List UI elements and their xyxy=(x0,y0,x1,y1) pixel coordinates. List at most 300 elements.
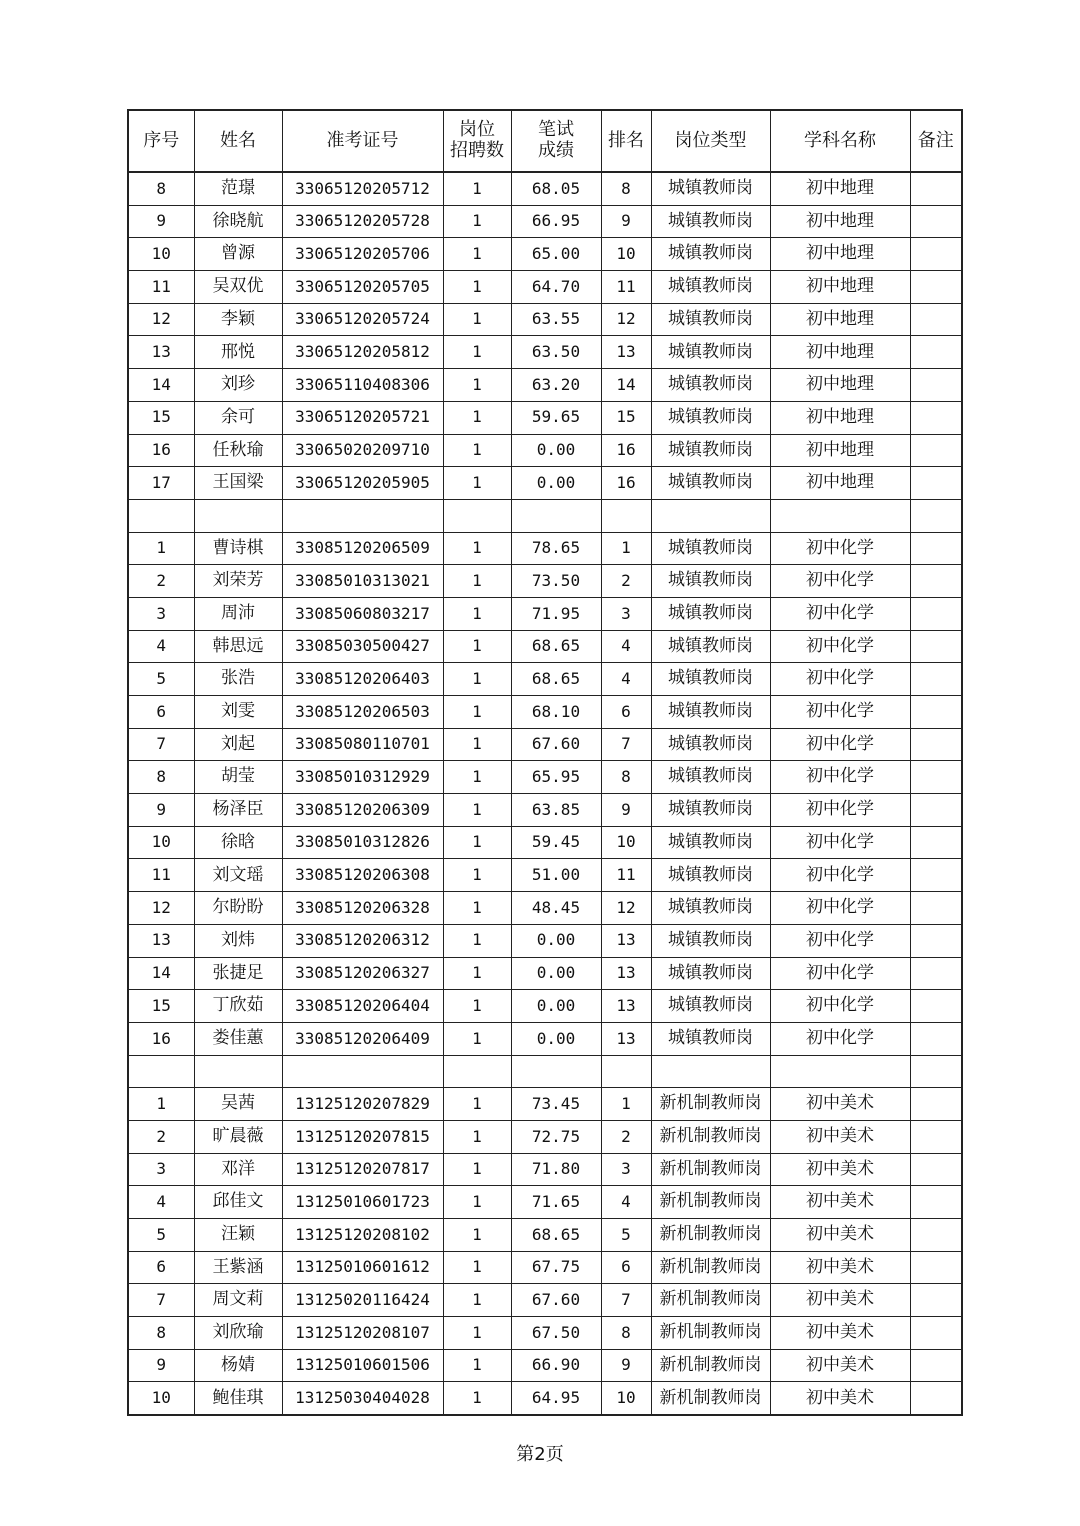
cell-posts: 1 xyxy=(443,630,511,663)
cell-score: 67.60 xyxy=(511,728,601,761)
cell-rank: 9 xyxy=(601,794,651,827)
cell-posts: 1 xyxy=(443,1317,511,1350)
cell-subject: 初中化学 xyxy=(770,728,910,761)
cell-subject: 初中化学 xyxy=(770,1022,910,1055)
cell-type: 城镇教师岗 xyxy=(651,859,770,892)
cell-exam-id: 13125010601506 xyxy=(282,1349,443,1382)
cell-name: 吴双优 xyxy=(194,271,282,304)
cell-posts: 1 xyxy=(443,336,511,369)
cell-exam-id: 33065110408306 xyxy=(282,369,443,402)
cell-seq: 17 xyxy=(128,467,194,500)
cell-rank: 11 xyxy=(601,859,651,892)
cell-rank: 1 xyxy=(601,1088,651,1121)
cell-rank: 8 xyxy=(601,172,651,205)
cell-exam-id: 33065120205728 xyxy=(282,205,443,238)
cell-seq: 11 xyxy=(128,271,194,304)
cell-exam-id: 33085120206309 xyxy=(282,794,443,827)
table-row xyxy=(128,1317,962,1350)
table-row xyxy=(128,303,962,336)
cell-name xyxy=(194,499,282,532)
cell-rank: 2 xyxy=(601,1120,651,1153)
cell-posts: 1 xyxy=(443,990,511,1023)
cell-score: 71.65 xyxy=(511,1186,601,1219)
cell-rank: 3 xyxy=(601,597,651,630)
cell-name: 余可 xyxy=(194,401,282,434)
cell-rank: 9 xyxy=(601,1349,651,1382)
cell-type: 城镇教师岗 xyxy=(651,336,770,369)
cell-subject: 初中化学 xyxy=(770,794,910,827)
cell-seq: 8 xyxy=(128,172,194,205)
cell-seq: 8 xyxy=(128,761,194,794)
cell-type: 城镇教师岗 xyxy=(651,663,770,696)
cell-type: 城镇教师岗 xyxy=(651,794,770,827)
header-exam-id: 准考证号 xyxy=(282,110,443,172)
cell-rank: 9 xyxy=(601,205,651,238)
cell-seq: 12 xyxy=(128,303,194,336)
cell-type: 城镇教师岗 xyxy=(651,303,770,336)
cell-subject: 初中地理 xyxy=(770,369,910,402)
cell-type: 新机制教师岗 xyxy=(651,1120,770,1153)
cell-score xyxy=(511,1055,601,1088)
cell-name: 邱佳文 xyxy=(194,1186,282,1219)
cell-note xyxy=(910,1186,962,1219)
cell-name: 李颖 xyxy=(194,303,282,336)
cell-rank: 16 xyxy=(601,434,651,467)
table-row xyxy=(128,565,962,598)
cell-subject: 初中美术 xyxy=(770,1153,910,1186)
cell-name: 范璟 xyxy=(194,172,282,205)
cell-posts: 1 xyxy=(443,1284,511,1317)
cell-note xyxy=(910,499,962,532)
cell-subject: 初中化学 xyxy=(770,892,910,925)
cell-note xyxy=(910,892,962,925)
cell-rank: 3 xyxy=(601,1153,651,1186)
table-row xyxy=(128,172,962,205)
cell-exam-id: 33085120206404 xyxy=(282,990,443,1023)
cell-subject xyxy=(770,1055,910,1088)
cell-type: 城镇教师岗 xyxy=(651,990,770,1023)
cell-type: 新机制教师岗 xyxy=(651,1251,770,1284)
cell-score: 65.95 xyxy=(511,761,601,794)
cell-posts: 1 xyxy=(443,1186,511,1219)
score-table xyxy=(127,109,963,1416)
cell-name: 娄佳蕙 xyxy=(194,1022,282,1055)
cell-seq: 1 xyxy=(128,532,194,565)
cell-posts: 1 xyxy=(443,761,511,794)
cell-rank: 8 xyxy=(601,761,651,794)
cell-score xyxy=(511,499,601,532)
cell-subject: 初中地理 xyxy=(770,205,910,238)
table-row xyxy=(128,630,962,663)
cell-name: 张捷足 xyxy=(194,957,282,990)
cell-rank: 16 xyxy=(601,467,651,500)
cell-rank: 4 xyxy=(601,630,651,663)
cell-subject: 初中地理 xyxy=(770,434,910,467)
cell-seq: 16 xyxy=(128,434,194,467)
cell-exam-id: 33085120206327 xyxy=(282,957,443,990)
cell-name: 邢悦 xyxy=(194,336,282,369)
cell-posts: 1 xyxy=(443,1251,511,1284)
cell-score: 63.85 xyxy=(511,794,601,827)
table-row xyxy=(128,434,962,467)
cell-seq: 4 xyxy=(128,1186,194,1219)
cell-name: 徐晗 xyxy=(194,826,282,859)
cell-posts: 1 xyxy=(443,532,511,565)
header-seq: 序号 xyxy=(128,110,194,172)
cell-posts: 1 xyxy=(443,696,511,729)
cell-note xyxy=(910,924,962,957)
cell-subject: 初中化学 xyxy=(770,532,910,565)
cell-name: 徐晓航 xyxy=(194,205,282,238)
cell-subject: 初中化学 xyxy=(770,990,910,1023)
cell-seq: 7 xyxy=(128,728,194,761)
cell-note xyxy=(910,1120,962,1153)
table-row xyxy=(128,1284,962,1317)
table-row xyxy=(128,205,962,238)
table-row xyxy=(128,924,962,957)
cell-exam-id: 33085120206328 xyxy=(282,892,443,925)
cell-posts: 1 xyxy=(443,1219,511,1252)
cell-posts: 1 xyxy=(443,957,511,990)
cell-score: 68.65 xyxy=(511,1219,601,1252)
cell-rank: 10 xyxy=(601,1382,651,1415)
header-score xyxy=(511,110,601,172)
cell-note xyxy=(910,826,962,859)
cell-exam-id: 33065120205705 xyxy=(282,271,443,304)
cell-exam-id: 33085120206509 xyxy=(282,532,443,565)
cell-seq: 14 xyxy=(128,369,194,402)
cell-note xyxy=(910,1022,962,1055)
table-row xyxy=(128,336,962,369)
table-row xyxy=(128,1219,962,1252)
cell-exam-id: 33085010312929 xyxy=(282,761,443,794)
cell-rank: 7 xyxy=(601,1284,651,1317)
cell-name: 周沛 xyxy=(194,597,282,630)
cell-seq: 12 xyxy=(128,892,194,925)
cell-posts: 1 xyxy=(443,1153,511,1186)
cell-subject: 初中化学 xyxy=(770,826,910,859)
cell-score: 68.65 xyxy=(511,663,601,696)
cell-note xyxy=(910,957,962,990)
table-row xyxy=(128,369,962,402)
cell-rank: 10 xyxy=(601,238,651,271)
header-posts xyxy=(443,110,511,172)
cell-exam-id: 33085010313021 xyxy=(282,565,443,598)
cell-seq: 2 xyxy=(128,565,194,598)
cell-rank: 10 xyxy=(601,826,651,859)
cell-seq: 14 xyxy=(128,957,194,990)
cell-subject: 初中地理 xyxy=(770,467,910,500)
table-row xyxy=(128,1153,962,1186)
cell-posts: 1 xyxy=(443,1382,511,1415)
cell-exam-id: 13125120208107 xyxy=(282,1317,443,1350)
cell-subject: 初中化学 xyxy=(770,924,910,957)
cell-seq: 5 xyxy=(128,663,194,696)
cell-seq: 10 xyxy=(128,826,194,859)
cell-name: 汪颖 xyxy=(194,1219,282,1252)
cell-subject: 初中美术 xyxy=(770,1284,910,1317)
cell-subject: 初中美术 xyxy=(770,1088,910,1121)
cell-rank: 12 xyxy=(601,892,651,925)
cell-rank: 7 xyxy=(601,728,651,761)
cell-type: 新机制教师岗 xyxy=(651,1219,770,1252)
table-row xyxy=(128,1382,962,1415)
cell-subject: 初中地理 xyxy=(770,303,910,336)
cell-note xyxy=(910,336,962,369)
cell-score: 64.95 xyxy=(511,1382,601,1415)
cell-posts: 1 xyxy=(443,303,511,336)
cell-posts: 1 xyxy=(443,238,511,271)
cell-exam-id: 13125010601723 xyxy=(282,1186,443,1219)
cell-posts: 1 xyxy=(443,369,511,402)
cell-note xyxy=(910,597,962,630)
cell-type: 城镇教师岗 xyxy=(651,630,770,663)
cell-subject: 初中美术 xyxy=(770,1186,910,1219)
cell-subject: 初中化学 xyxy=(770,696,910,729)
cell-score: 63.50 xyxy=(511,336,601,369)
table-row xyxy=(128,1055,962,1088)
cell-score: 59.65 xyxy=(511,401,601,434)
cell-type: 城镇教师岗 xyxy=(651,565,770,598)
cell-exam-id xyxy=(282,1055,443,1088)
cell-type xyxy=(651,1055,770,1088)
cell-score: 73.45 xyxy=(511,1088,601,1121)
cell-score: 63.20 xyxy=(511,369,601,402)
cell-note xyxy=(910,303,962,336)
cell-posts: 1 xyxy=(443,794,511,827)
cell-score: 66.90 xyxy=(511,1349,601,1382)
table-row xyxy=(128,859,962,892)
table-row xyxy=(128,696,962,729)
cell-subject: 初中美术 xyxy=(770,1317,910,1350)
cell-note xyxy=(910,1055,962,1088)
cell-seq: 6 xyxy=(128,696,194,729)
cell-exam-id: 33085030500427 xyxy=(282,630,443,663)
cell-note xyxy=(910,1153,962,1186)
header-rank: 排名 xyxy=(601,110,651,172)
table-row xyxy=(128,499,962,532)
cell-score: 71.80 xyxy=(511,1153,601,1186)
cell-name: 曹诗棋 xyxy=(194,532,282,565)
cell-note xyxy=(910,761,962,794)
header-name: 姓名 xyxy=(194,110,282,172)
header-posts-line2: 招聘数 xyxy=(450,140,504,161)
cell-posts: 1 xyxy=(443,597,511,630)
cell-seq: 10 xyxy=(128,238,194,271)
cell-exam-id: 13125120208102 xyxy=(282,1219,443,1252)
cell-type: 城镇教师岗 xyxy=(651,467,770,500)
cell-seq: 3 xyxy=(128,597,194,630)
cell-note xyxy=(910,205,962,238)
cell-type: 城镇教师岗 xyxy=(651,434,770,467)
cell-name: 任秋瑜 xyxy=(194,434,282,467)
cell-rank: 12 xyxy=(601,303,651,336)
cell-exam-id: 33065120205905 xyxy=(282,467,443,500)
cell-posts: 1 xyxy=(443,467,511,500)
table-row xyxy=(128,892,962,925)
cell-exam-id: 13125120207815 xyxy=(282,1120,443,1153)
table-row xyxy=(128,728,962,761)
cell-subject: 初中美术 xyxy=(770,1251,910,1284)
cell-note xyxy=(910,369,962,402)
cell-type: 城镇教师岗 xyxy=(651,728,770,761)
cell-name: 刘荣芳 xyxy=(194,565,282,598)
cell-posts: 1 xyxy=(443,1022,511,1055)
cell-exam-id: 33065120205812 xyxy=(282,336,443,369)
cell-seq: 3 xyxy=(128,1153,194,1186)
cell-score: 78.65 xyxy=(511,532,601,565)
cell-exam-id: 13125010601612 xyxy=(282,1251,443,1284)
cell-type: 新机制教师岗 xyxy=(651,1153,770,1186)
cell-score: 65.00 xyxy=(511,238,601,271)
cell-name: 曾源 xyxy=(194,238,282,271)
cell-posts: 1 xyxy=(443,205,511,238)
cell-rank: 6 xyxy=(601,696,651,729)
cell-subject: 初中地理 xyxy=(770,238,910,271)
cell-seq: 6 xyxy=(128,1251,194,1284)
cell-type: 城镇教师岗 xyxy=(651,696,770,729)
header-score-line1: 笔试 xyxy=(538,119,574,141)
cell-posts: 1 xyxy=(443,892,511,925)
cell-note xyxy=(910,1284,962,1317)
cell-name: 周文莉 xyxy=(194,1284,282,1317)
cell-subject: 初中地理 xyxy=(770,172,910,205)
cell-posts: 1 xyxy=(443,434,511,467)
cell-rank: 1 xyxy=(601,532,651,565)
cell-type: 城镇教师岗 xyxy=(651,892,770,925)
cell-seq: 16 xyxy=(128,1022,194,1055)
cell-subject: 初中化学 xyxy=(770,957,910,990)
cell-note xyxy=(910,1251,962,1284)
header-posts-line1: 岗位 xyxy=(459,119,495,141)
cell-exam-id: 33085120206503 xyxy=(282,696,443,729)
cell-score: 67.75 xyxy=(511,1251,601,1284)
cell-type: 新机制教师岗 xyxy=(651,1349,770,1382)
cell-exam-id: 33065120205706 xyxy=(282,238,443,271)
cell-note xyxy=(910,1349,962,1382)
cell-score: 72.75 xyxy=(511,1120,601,1153)
cell-seq: 8 xyxy=(128,1317,194,1350)
cell-seq xyxy=(128,499,194,532)
cell-exam-id: 33085120206308 xyxy=(282,859,443,892)
cell-score: 51.00 xyxy=(511,859,601,892)
cell-exam-id: 33065120205712 xyxy=(282,172,443,205)
table-row xyxy=(128,532,962,565)
cell-name: 杨婧 xyxy=(194,1349,282,1382)
cell-seq xyxy=(128,1055,194,1088)
cell-seq: 9 xyxy=(128,205,194,238)
cell-note xyxy=(910,1317,962,1350)
cell-seq: 13 xyxy=(128,336,194,369)
cell-subject: 初中化学 xyxy=(770,663,910,696)
table-row xyxy=(128,663,962,696)
cell-note xyxy=(910,172,962,205)
cell-note xyxy=(910,630,962,663)
cell-posts xyxy=(443,499,511,532)
cell-rank xyxy=(601,499,651,532)
cell-score: 66.95 xyxy=(511,205,601,238)
cell-seq: 5 xyxy=(128,1219,194,1252)
cell-note xyxy=(910,1088,962,1121)
cell-score: 0.00 xyxy=(511,434,601,467)
cell-name: 韩思远 xyxy=(194,630,282,663)
cell-score: 48.45 xyxy=(511,892,601,925)
cell-rank: 5 xyxy=(601,1219,651,1252)
cell-type: 城镇教师岗 xyxy=(651,924,770,957)
table-body xyxy=(128,172,962,1415)
cell-type: 城镇教师岗 xyxy=(651,532,770,565)
cell-subject: 初中美术 xyxy=(770,1382,910,1415)
cell-subject: 初中化学 xyxy=(770,761,910,794)
cell-score: 63.55 xyxy=(511,303,601,336)
cell-note xyxy=(910,271,962,304)
cell-subject: 初中美术 xyxy=(770,1219,910,1252)
cell-posts: 1 xyxy=(443,565,511,598)
cell-seq: 15 xyxy=(128,401,194,434)
cell-type: 新机制教师岗 xyxy=(651,1088,770,1121)
cell-exam-id: 33085010312826 xyxy=(282,826,443,859)
cell-posts: 1 xyxy=(443,271,511,304)
table-row xyxy=(128,826,962,859)
header-note: 备注 xyxy=(910,110,962,172)
cell-note xyxy=(910,696,962,729)
cell-name: 刘欣瑜 xyxy=(194,1317,282,1350)
cell-type: 城镇教师岗 xyxy=(651,957,770,990)
cell-subject: 初中美术 xyxy=(770,1349,910,1382)
cell-type xyxy=(651,499,770,532)
cell-subject xyxy=(770,499,910,532)
cell-score: 67.50 xyxy=(511,1317,601,1350)
table-row xyxy=(128,467,962,500)
table-row xyxy=(128,1022,962,1055)
cell-rank: 13 xyxy=(601,1022,651,1055)
cell-type: 城镇教师岗 xyxy=(651,172,770,205)
cell-posts: 1 xyxy=(443,826,511,859)
table-row xyxy=(128,1120,962,1153)
cell-name: 刘文瑶 xyxy=(194,859,282,892)
cell-posts: 1 xyxy=(443,663,511,696)
cell-exam-id: 13125020116424 xyxy=(282,1284,443,1317)
cell-score: 68.05 xyxy=(511,172,601,205)
cell-note xyxy=(910,565,962,598)
cell-seq: 2 xyxy=(128,1120,194,1153)
cell-rank: 13 xyxy=(601,336,651,369)
table-row xyxy=(128,597,962,630)
cell-name: 刘珍 xyxy=(194,369,282,402)
cell-note xyxy=(910,434,962,467)
cell-rank: 8 xyxy=(601,1317,651,1350)
table-row xyxy=(128,990,962,1023)
cell-seq: 9 xyxy=(128,1349,194,1382)
cell-note xyxy=(910,467,962,500)
cell-name: 张浩 xyxy=(194,663,282,696)
cell-rank: 4 xyxy=(601,663,651,696)
cell-name: 胡莹 xyxy=(194,761,282,794)
cell-seq: 7 xyxy=(128,1284,194,1317)
cell-posts: 1 xyxy=(443,1120,511,1153)
table-row xyxy=(128,401,962,434)
cell-type: 城镇教师岗 xyxy=(651,1022,770,1055)
cell-score: 64.70 xyxy=(511,271,601,304)
cell-seq: 15 xyxy=(128,990,194,1023)
cell-type: 城镇教师岗 xyxy=(651,761,770,794)
cell-type: 城镇教师岗 xyxy=(651,205,770,238)
cell-exam-id: 33085120206409 xyxy=(282,1022,443,1055)
cell-posts: 1 xyxy=(443,1349,511,1382)
table-row xyxy=(128,1088,962,1121)
cell-note xyxy=(910,794,962,827)
table-row xyxy=(128,1251,962,1284)
